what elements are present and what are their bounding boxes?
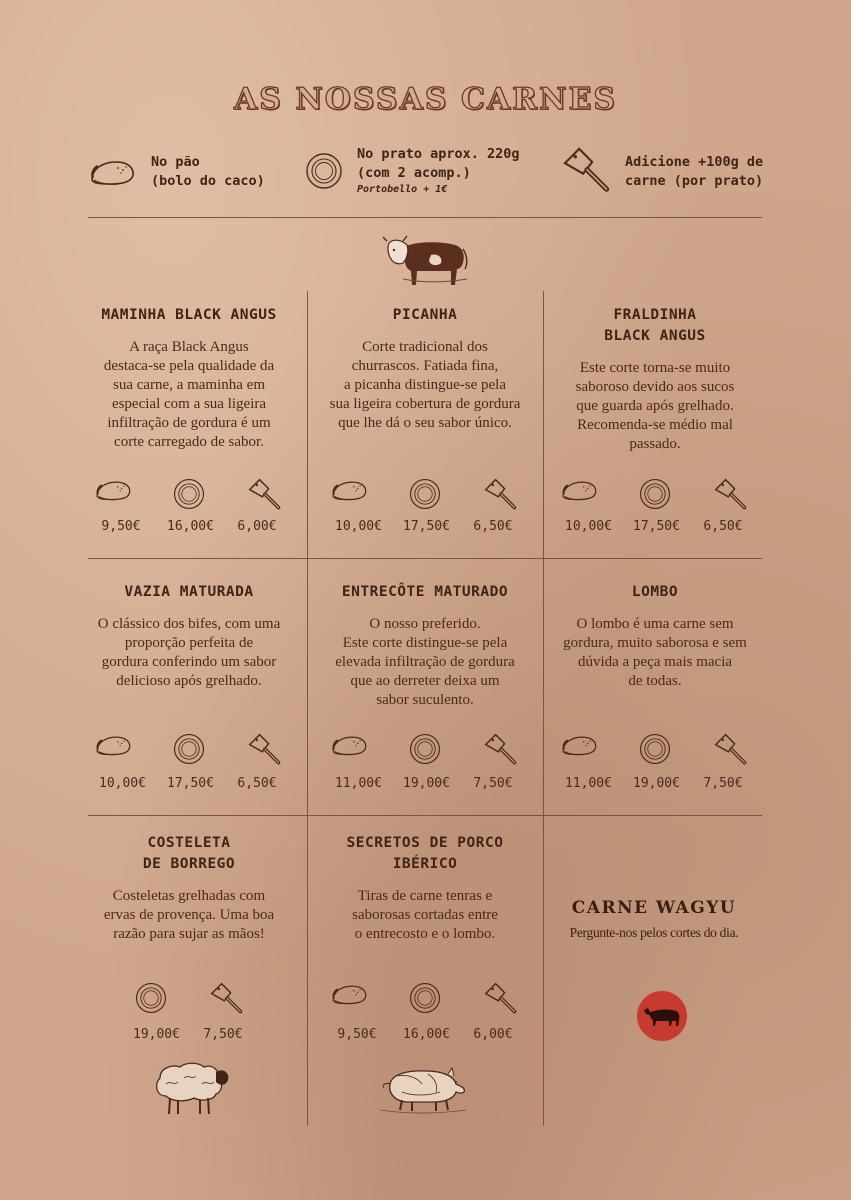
cut-vazia [88, 582, 290, 812]
cleaver-icon [713, 477, 749, 513]
cut-title: VAZIA MATURADA [124, 584, 254, 600]
cut-icons [312, 477, 538, 513]
cut-prices [88, 776, 290, 791]
price-extra: 7,50€ [473, 776, 513, 791]
cut-description: O clássico dos bifes, com uma proporção perfeita de gordura conferindo um sabor delicioso após grelhado. [97, 616, 281, 689]
price-plate: 17,50€ [167, 776, 214, 791]
cut-icons [548, 477, 762, 513]
cut-prices [548, 776, 762, 791]
price-plate: 19,00€ [133, 1027, 180, 1042]
plate-icon [172, 732, 206, 766]
cleaver-icon [713, 732, 749, 768]
plate-icon [172, 477, 206, 511]
cut-title: COSTELETA DE BORREGO [142, 835, 236, 872]
cut-icons [88, 981, 290, 1017]
price-extra: 7,50€ [703, 776, 743, 791]
cut-icons [548, 732, 762, 768]
wagyu-title: CARNE WAGYU [571, 898, 737, 918]
price-extra: 6,00€ [473, 1027, 513, 1042]
cut-prices [312, 1027, 538, 1042]
cut-title: MAMINHA BLACK ANGUS [101, 307, 277, 323]
price-plate: 19,00€ [633, 776, 680, 791]
cleaver-icon [247, 477, 283, 513]
cut-icons [88, 477, 290, 513]
legend-plate-line1: No prato aprox. 220g [357, 146, 520, 162]
cut-title: LOMBO [631, 584, 679, 600]
cleaver-icon [247, 732, 283, 768]
cut-description: Tiras de carne tenras e saborosas cortadas entre o entrecosto e o lombo. [352, 888, 498, 942]
plate-icon [304, 151, 344, 191]
grid-divider-v1 [307, 291, 308, 1126]
legend-bread [151, 153, 265, 191]
bread-icon [560, 732, 598, 758]
legend-bread-line1: No pão [151, 154, 200, 170]
cut-icons [88, 732, 290, 768]
cut-maminha [88, 305, 290, 555]
plate-icon [638, 732, 672, 766]
cut-prices [312, 776, 538, 791]
header-divider [88, 217, 762, 218]
cut-title: SECRETOS DE PORCO IBÉRICO [346, 835, 504, 872]
price-plate: 16,00€ [167, 519, 214, 534]
price-extra: 6,50€ [703, 519, 743, 534]
price-bread: 9,50€ [337, 1027, 377, 1042]
plate-icon [408, 981, 442, 1015]
plate-icon [408, 732, 442, 766]
legend-cleaver [625, 153, 763, 191]
price-plate: 17,50€ [633, 519, 680, 534]
cut-description: Corte tradicional dos churrascos. Fatiada fina, a picanha distingue-se pela sua ligeira cobertura de gordura que lhe dá o seu sabor único. [329, 339, 521, 431]
cut-title: ENTRECÔTE MATURADO [341, 584, 509, 600]
cut-description: Este corte torna-se muito saboroso devido aos sucos que guarda após grelhado. Recomenda-se médio mal passado. [575, 360, 735, 452]
cut-prices [88, 519, 290, 534]
price-bread: 10,00€ [565, 519, 612, 534]
bread-icon [330, 477, 368, 503]
cut-prices [88, 1027, 290, 1042]
price-plate: 17,50€ [403, 519, 450, 534]
price-bread: 11,00€ [335, 776, 382, 791]
cleaver-icon [483, 732, 519, 768]
price-bread: 11,00€ [565, 776, 612, 791]
cleaver-icon [483, 477, 519, 513]
cut-prices [312, 519, 538, 534]
price-plate: 16,00€ [403, 1027, 450, 1042]
plate-icon [638, 477, 672, 511]
sheep-illustration [146, 1058, 230, 1116]
legend-cleaver-line1: Adicione +100g de [625, 154, 764, 170]
bread-icon [94, 477, 132, 503]
price-bread: 9,50€ [101, 519, 141, 534]
menu-title: AS NOSSAS CARNES [233, 82, 618, 117]
cut-picanha [312, 305, 538, 555]
legend-plate-note: Portobello + 1€ [357, 184, 448, 195]
cut-title: FRALDINHA BLACK ANGUS [604, 307, 706, 344]
cut-entrecote [312, 582, 538, 812]
cut-icons [312, 732, 538, 768]
price-bread: 10,00€ [99, 776, 146, 791]
cut-fraldinha [548, 305, 762, 555]
bread-icon [560, 477, 598, 503]
wagyu-cow-badge [636, 990, 688, 1042]
plate-icon [134, 981, 168, 1015]
price-extra: 6,50€ [237, 776, 277, 791]
cleaver-icon [209, 981, 245, 1017]
cut-description: O lombo é uma carne sem gordura, muito saborosa e sem dúvida a peça mais macia de todas. [563, 616, 747, 689]
price-plate: 19,00€ [403, 776, 450, 791]
grid-divider-h1 [88, 558, 762, 559]
cut-title: PICANHA [392, 307, 458, 323]
grid-divider-h2 [88, 815, 762, 816]
bread-icon [330, 981, 368, 1007]
bread-icon [94, 732, 132, 758]
cleaver-icon [483, 981, 519, 1017]
cut-description: Costeletas grelhadas com ervas de provença. Uma boa razão para sujar as mãos! [103, 888, 275, 942]
plate-icon [408, 477, 442, 511]
pig-illustration [378, 1062, 468, 1114]
price-extra: 6,50€ [473, 519, 513, 534]
bread-icon [330, 732, 368, 758]
cut-prices [548, 519, 762, 534]
legend-plate [357, 145, 520, 197]
wagyu-subtitle: Pergunte-nos pelos cortes do dia. [569, 925, 739, 940]
cut-description: A raça Black Angus destaca-se pela qualidade da sua carne, a maminha em especial com a sua ligeira infiltração de gordura é um corte carregado de sabor. [103, 339, 275, 450]
bread-icon [88, 156, 136, 188]
cleaver-icon [561, 145, 613, 197]
legend-cleaver-line2: carne (por prato) [625, 173, 764, 189]
cut-description: O nosso preferido. Este corte distingue-se pela elevada infiltração de gordura que ao derreter deixa um sabor suculento. [335, 616, 515, 708]
price-extra: 6,00€ [237, 519, 277, 534]
grid-divider-v2 [543, 291, 544, 1126]
legend-plate-line2: (com 2 acomp.) [357, 165, 471, 181]
price-bread: 10,00€ [335, 519, 382, 534]
legend-bread-line2: (bolo do caco) [151, 173, 265, 189]
cut-lombo [548, 582, 762, 812]
cow-illustration [383, 233, 469, 289]
price-extra: 7,50€ [203, 1027, 243, 1042]
cut-icons [312, 981, 538, 1017]
